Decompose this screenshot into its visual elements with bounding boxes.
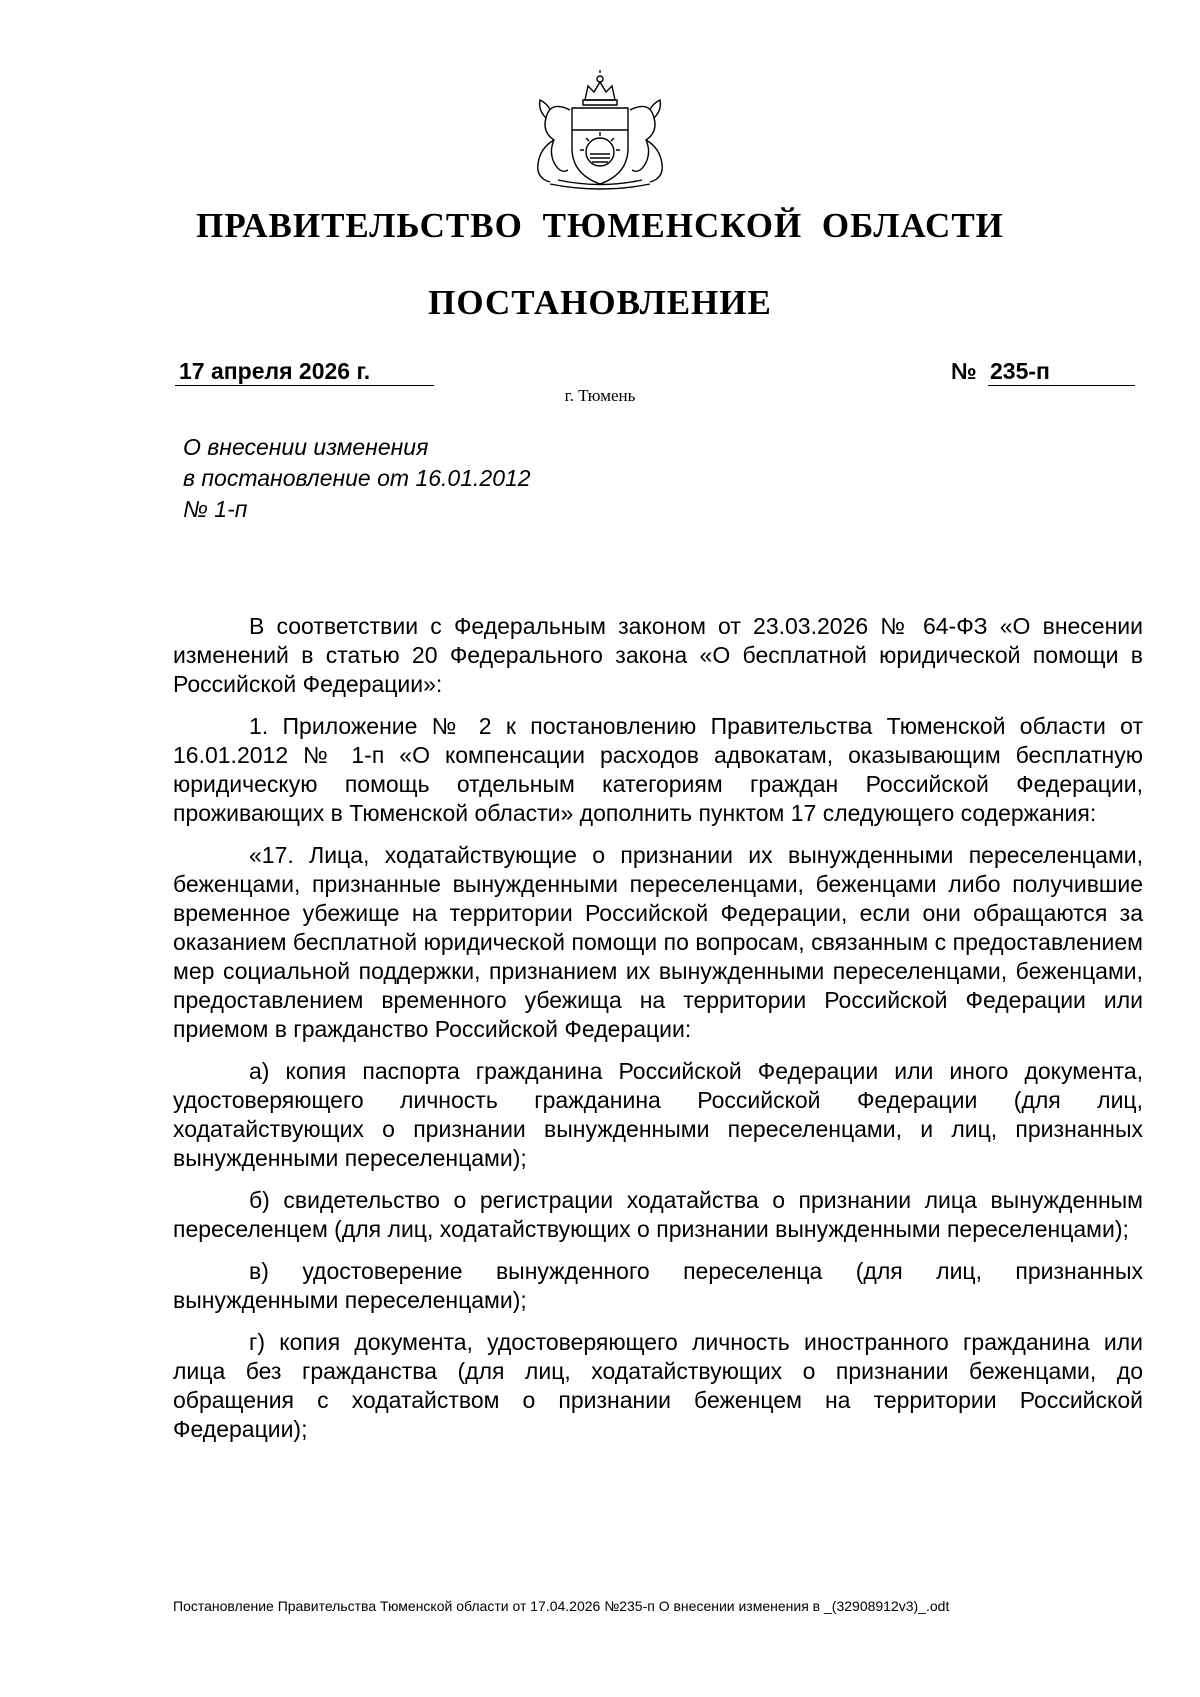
document-date: 17 апреля 2026 г.	[175, 357, 434, 386]
body-paragraph-subitem-a: а) копия паспорта гражданина Российской Федерации или иного документа, удостоверяющего личность гражданина Российской Федерации (для лиц, ходатайствующих о признании вынужденными переселенцами, и лиц, признанных вынужденными переселенцами);	[173, 1058, 1143, 1171]
document-number: 235-п	[988, 357, 1135, 386]
body-paragraph-item-17: «17. Лица, ходатайствующие о признании их вынужденными переселенцами, беженцами, признанные вынужденными переселенцами, беженцами либо получившие временное убежище на территории Российской Федерации, если они обращаются за оказанием бесплатной юридической помощи по вопросам, связанным с предоставлением мер социальной поддержки, признанием их вынужденными переселенцами, беженцами, предоставлением временного убежища на территории Российской Федерации или приемом в гражданство Российской Федерации:	[173, 842, 1143, 1042]
document-subject	[183, 432, 531, 525]
document-body	[173, 612, 1143, 1457]
document-number-label: №	[951, 358, 977, 384]
body-paragraph-preamble: В соответствии с Федеральным законом от 23.03.2026 № 64-ФЗ «О внесении изменений в статью 20 Федерального закона «О бесплатной юридической помощи в Российской Федерации»:	[173, 613, 1143, 697]
government-title: ПРАВИТЕЛЬСТВО ТЮМЕНСКОЙ ОБЛАСТИ	[196, 206, 1004, 245]
subject-line: О внесении изменения	[183, 434, 429, 460]
body-paragraph-item-1: 1. Приложение № 2 к постановлению Правительства Тюменской области от 16.01.2012 № 1-п «О компенсации расходов адвокатам, оказывающим бесплатную юридическую помощь отдельным категориям граждан Российской Федерации, проживающих в Тюменской области» дополнить пунктом 17 следующего содержания:	[173, 713, 1143, 826]
subject-line: в постановление от 16.01.2012	[183, 465, 531, 491]
body-paragraph-subitem-v: в) удостоверение вынужденного переселенца (для лиц, признанных вынужденными переселенцами);	[173, 1258, 1143, 1313]
document-footer: Постановление Правительства Тюменской области от 17.04.2026 №235-п О внесении изменения в _(32908912v3)_.odt	[173, 1598, 950, 1614]
document-type-title: ПОСТАНОВЛЕНИЕ	[428, 283, 772, 322]
document-city: г. Тюмень	[564, 386, 636, 405]
body-paragraph-subitem-g: г) копия документа, удостоверяющего личность иностранного гражданина или лица без гражданства (для лиц, ходатайствующих о признании беженцами, до обращения с ходатайством о признании беженцем на территории Российской Федерации);	[173, 1329, 1143, 1442]
subject-line: № 1-п	[183, 496, 248, 522]
body-paragraph-subitem-b: б) свидетельство о регистрации ходатайства о признании лица вынужденным переселенцем (для лиц, ходатайствующих о признании вынужденными переселенцами);	[173, 1187, 1143, 1242]
coat-of-arms-icon	[510, 70, 690, 192]
